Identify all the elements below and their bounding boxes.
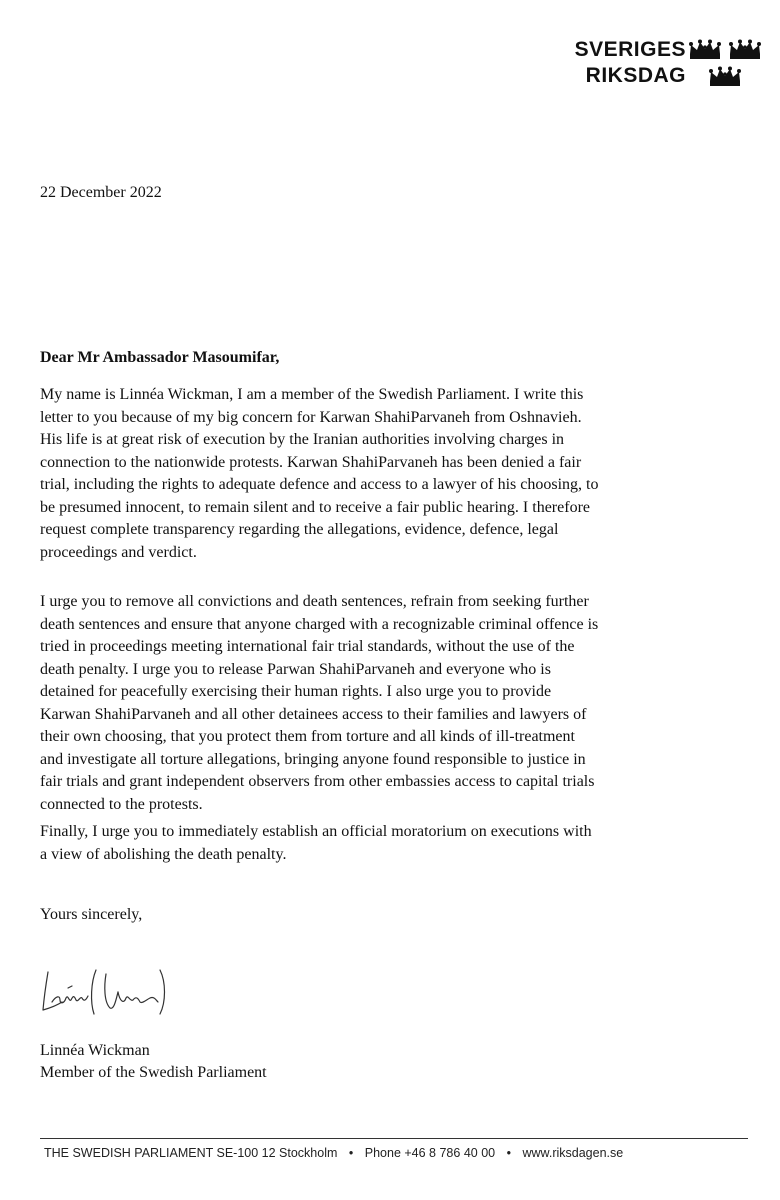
signer-name: Linnéa Wickman: [40, 1042, 150, 1059]
paragraph-3: Finally, I urge you to immediately establish an official moratorium on executions with a view of abolishing the death penalty.: [40, 823, 592, 863]
letter-date: 22 December 2022: [40, 184, 162, 201]
salutation: Dear Mr Ambassador Masoumifar,: [40, 349, 280, 366]
paragraph-2: I urge you to remove all convictions and death sentences, refrain from seeking further death sentences and ensure that anyone charged with a recognizable criminal offence is tried in proceedings meeting international fair trial standards, without the use of the death penalty. I urge you to release Parwan ShahiParvaneh and everyone who is detained for peacefully exercising their human rights. I also urge you to provide Karwan ShahiParvaneh and all other detainees access to their families and lawyers of their own choosing, that you protect them from torture and all kinds of ill-treatment and investigate all torture allegations, bringing anyone found responsible to justice in fair trials and grant independent observers from other embassies access to capital trials connected to the protests.: [40, 593, 599, 813]
footer-separator: •: [348, 1146, 354, 1160]
handwritten-signature: [38, 962, 170, 1024]
footer-divider: [40, 1138, 748, 1139]
closing: Yours sincerely,: [40, 906, 143, 923]
logo-line-sveriges: SVERIGES: [574, 38, 686, 61]
logo-line-riksdag: RIKSDAG: [585, 64, 686, 87]
footer-website: www.riksdagen.se: [522, 1146, 624, 1160]
footer-address: SE-100 12 Stockholm: [216, 1146, 338, 1160]
footer-separator: •: [506, 1146, 511, 1160]
paragraph-1: My name is Linnéa Wickman, I am a member of the Swedish Parliament. I write this letter to you because of my big concern for Karwan ShahiParvaneh from Oshnavieh. His life is at great risk of execution by the Iranian authorities involving charges in connection to the nationwide protests. Karwan ShahiParvaneh has been denied a fair trial, including the rights to adequate defence and access to a lawyer of his choosing, to be presumed innocent, to remain silent and to receive a fair public hearing. I therefore request complete transparency regarding the allegations, evidence, defence, legal proceedings and verdict.: [40, 386, 599, 561]
footer-org: THE SWEDISH PARLIAMENT: [44, 1146, 214, 1160]
three-crowns-icon: [688, 36, 764, 92]
footer-phone: Phone +46 8 786 40 00: [364, 1146, 496, 1160]
riksdag-logo: [564, 36, 764, 96]
signer-title: Member of the Swedish Parliament: [40, 1064, 267, 1081]
footer: [44, 1146, 623, 1160]
